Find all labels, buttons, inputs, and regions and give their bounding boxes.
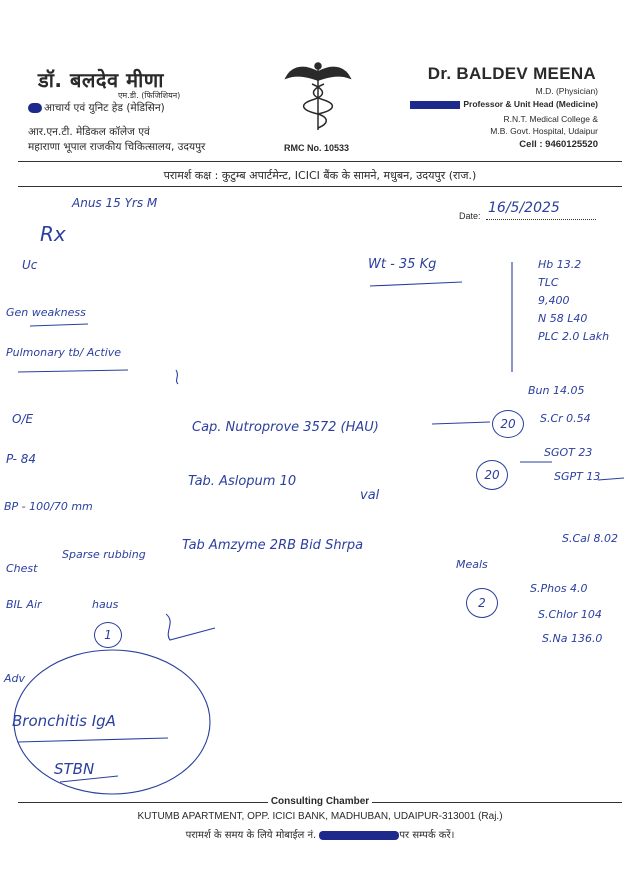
qty-circle-2: 20 — [476, 460, 508, 490]
weight: Wt - 35 Kg — [368, 257, 437, 272]
footer-hindi-note: परामर्श के समय के लिये मोबाईल नं. — [185, 830, 317, 841]
medication-1: Cap. Nutroprove 3572 (HAU) — [192, 420, 379, 435]
lab-scr: S.Cr 0.54 — [540, 412, 591, 425]
caduceus-icon — [286, 63, 350, 130]
exam-bil: BIL Air — [6, 598, 42, 611]
lab-sgpt: SGPT 13 — [554, 470, 601, 483]
advice-label: Adv — [4, 672, 26, 685]
footer-hindi-row — [0, 827, 640, 841]
lab-dlc: N 58 L40 — [538, 312, 588, 325]
exam-chest: Chest — [6, 562, 38, 575]
lab-hb-block — [538, 256, 609, 346]
date-label: Date: — [459, 211, 481, 221]
exam-oe: O/E — [12, 412, 34, 426]
circle-one: 1 — [94, 622, 122, 648]
footer-hindi-note-end: पर सम्पर्क करें। — [399, 830, 455, 841]
doctor-name-hindi: डॉ. बलदेव मीणा — [38, 68, 164, 92]
lab-hb: Hb 13.2 — [538, 258, 582, 271]
title-hindi-row — [28, 101, 165, 115]
lab-sphos: S.Phos 4.0 — [530, 582, 588, 595]
note-uc: Uc — [22, 258, 38, 272]
complaint-weakness: Gen weakness — [6, 306, 86, 319]
college-english: R.N.T. Medical College & — [503, 114, 598, 124]
lab-tlc-value: 9,400 — [538, 294, 570, 307]
advice-investigation-1: Bronchitis IgA — [12, 712, 116, 730]
doctor-name-english: Dr. BALDEV MEENA — [427, 64, 596, 83]
lab-scal: S.Cal 8.02 — [562, 532, 618, 545]
exam-pulse: P- 84 — [6, 452, 36, 466]
advice-investigation-2: STBN — [54, 760, 95, 778]
medication-2-sub: val — [360, 488, 380, 503]
rx-symbol: Rx — [40, 222, 66, 246]
patient-info: Anus 15 Yrs M — [72, 196, 158, 210]
strike-blot — [410, 101, 460, 109]
lab-tlc: TLC — [538, 276, 559, 289]
lab-plc: PLC 2.0 Lakh — [538, 330, 610, 343]
cell-number: Cell : 9460125520 — [519, 139, 598, 150]
divider-top — [18, 161, 622, 162]
medication-3: Tab Amzyme 2RB Bid Shrpa — [182, 538, 364, 553]
college-hindi: आर.एन.टी. मेडिकल कॉलेज एवं — [28, 126, 150, 138]
footer-address: KUTUMB APARTMENT, OPP. ICICI BANK, MADHUBAN, UDAIPUR-313001 (Raj.) — [137, 811, 503, 822]
date-line — [486, 219, 596, 220]
qty-circle-3: 2 — [466, 588, 498, 618]
lab-schlor: S.Chlor 104 — [538, 608, 602, 621]
hospital-hindi: महाराणा भूपाल राजकीय चिकित्सालय, उदयपुर — [28, 141, 206, 153]
consult-room: परामर्श कक्ष : कुटुम्ब अपार्टमेन्ट, ICICI बैंक के सामने, मधुबन, उदयपुर (राज.) — [163, 169, 477, 182]
medication-2: Tab. Aslopum 10 — [188, 474, 297, 489]
title-hindi: आचार्य एवं युनिट हेड (मेडिसिन) — [44, 102, 165, 114]
exam-bil-finding: haus — [92, 598, 119, 611]
divider-mid — [18, 186, 622, 187]
footer-ink-blot — [319, 831, 399, 840]
qty-circle-1: 20 — [492, 410, 524, 438]
hospital-english: M.B. Govt. Hospital, Udaipur — [490, 126, 598, 136]
diagnosis-pulmonary: Pulmonary tb/ Active — [6, 346, 122, 359]
lab-sna: S.Na 136.0 — [542, 632, 603, 645]
lab-bun: Bun 14.05 — [528, 384, 585, 397]
title-english: Professor & Unit Head (Medicine) — [463, 99, 598, 109]
degree-english: M.D. (Physician) — [535, 86, 598, 96]
medication-3-sub: Meals — [456, 558, 488, 571]
date-value: 16/5/2025 — [488, 200, 560, 216]
title-english-row — [410, 99, 598, 109]
exam-bp: BP - 100/70 mm — [4, 500, 93, 513]
lab-sgot: SGOT 23 — [544, 446, 593, 459]
rmc-number: RMC No. 10533 — [284, 143, 350, 153]
footer-chamber: Consulting Chamber — [270, 796, 370, 807]
ink-blot — [28, 103, 42, 113]
degree-hindi: एम.डी. (फिजिशियन) — [118, 91, 181, 100]
exam-chest-finding: Sparse rubbing — [62, 548, 146, 561]
